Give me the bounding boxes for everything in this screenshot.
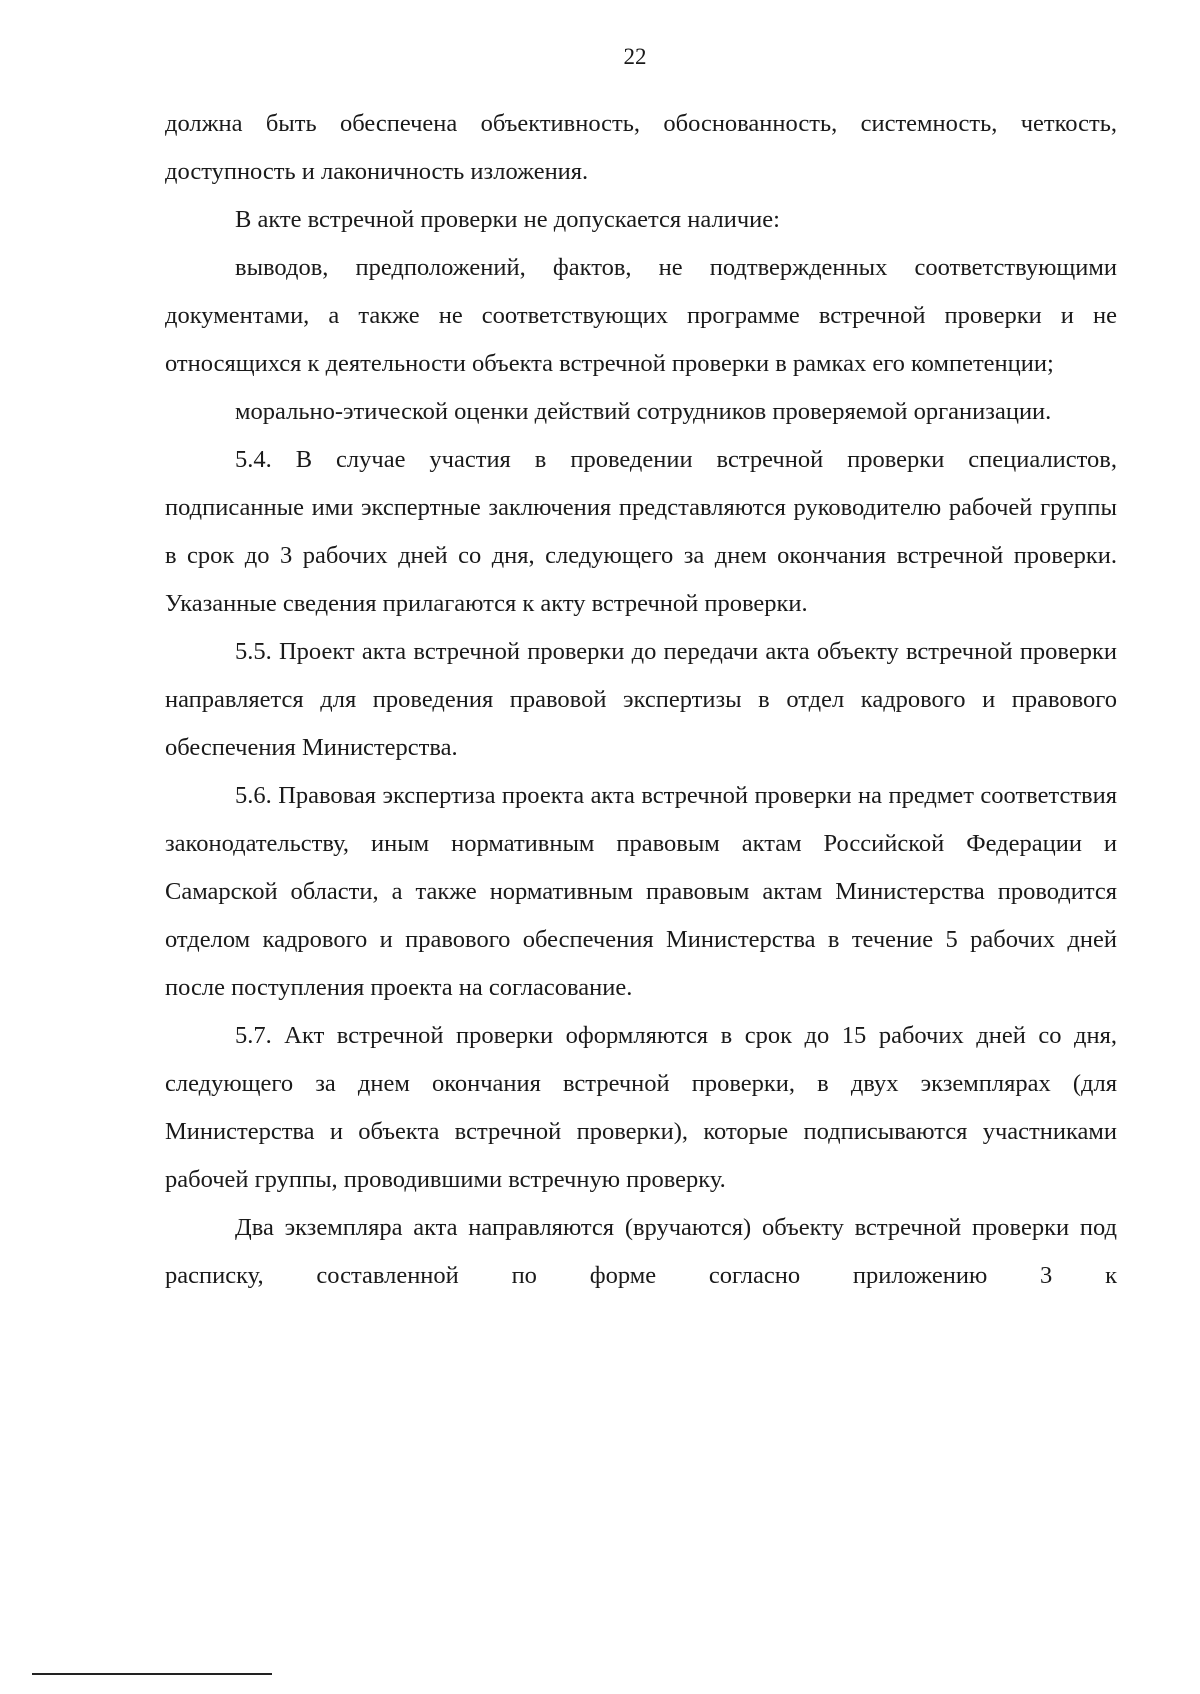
- paragraph-ethical-item: морально-этической оценки действий сотрудников проверяемой организации.: [235, 398, 1052, 425]
- document-body: [165, 100, 1117, 1300]
- paragraph-two-copies: Два экземпляра акта направляются (вручаются) объекту встречной проверки под расписку, составленной по форме согласно приложению 3 к: [165, 1214, 1117, 1289]
- page-number: 22: [623, 44, 647, 69]
- paragraph-5-5: 5.5. Проект акта встречной проверки до передачи акта объекту встречной проверки направляется для проведения правовой экспертизы в отдел кадрового и правового обеспечения Министерства.: [165, 638, 1117, 761]
- paragraph-objectivity: должна быть обеспечена объективность, обоснованность, системность, четкость, доступность и лаконичность изложения.: [165, 110, 1117, 185]
- footnote-rule: [32, 1673, 272, 1675]
- paragraph-5-7: 5.7. Акт встречной проверки оформляются в срок до 15 рабочих дней со дня, следующего за днем окончания встречной проверки, в двух экземплярах (для Министерства и объекта встречной проверки), которые подписываются участниками рабочей группы, проводившими встречную проверку.: [165, 1022, 1117, 1193]
- paragraph-not-allowed-intro: В акте встречной проверки не допускается наличие:: [235, 206, 780, 233]
- paragraph-conclusions-item: выводов, предположений, фактов, не подтвержденных соответствующими документами, а также не соответствующих программе встречной проверки и не относящихся к деятельности объекта встречной проверки в рамках его компетенции;: [165, 254, 1117, 377]
- paragraph-5-6: 5.6. Правовая экспертиза проекта акта встречной проверки на предмет соответствия законодательству, иным нормативным правовым актам Российской Федерации и Самарской области, а также нормативным правовым актам Министерства проводится отделом кадрового и правового обеспечения Министерства в течение 5 рабочих дней после поступления проекта на согласование.: [165, 782, 1117, 1001]
- paragraph-5-4: 5.4. В случае участия в проведении встречной проверки специалистов, подписанные ими экспертные заключения представляются руководителю рабочей группы в срок до 3 рабочих дней со дня, следующего за днем окончания встречной проверки. Указанные сведения прилагаются к акту встречной проверки.: [165, 446, 1117, 617]
